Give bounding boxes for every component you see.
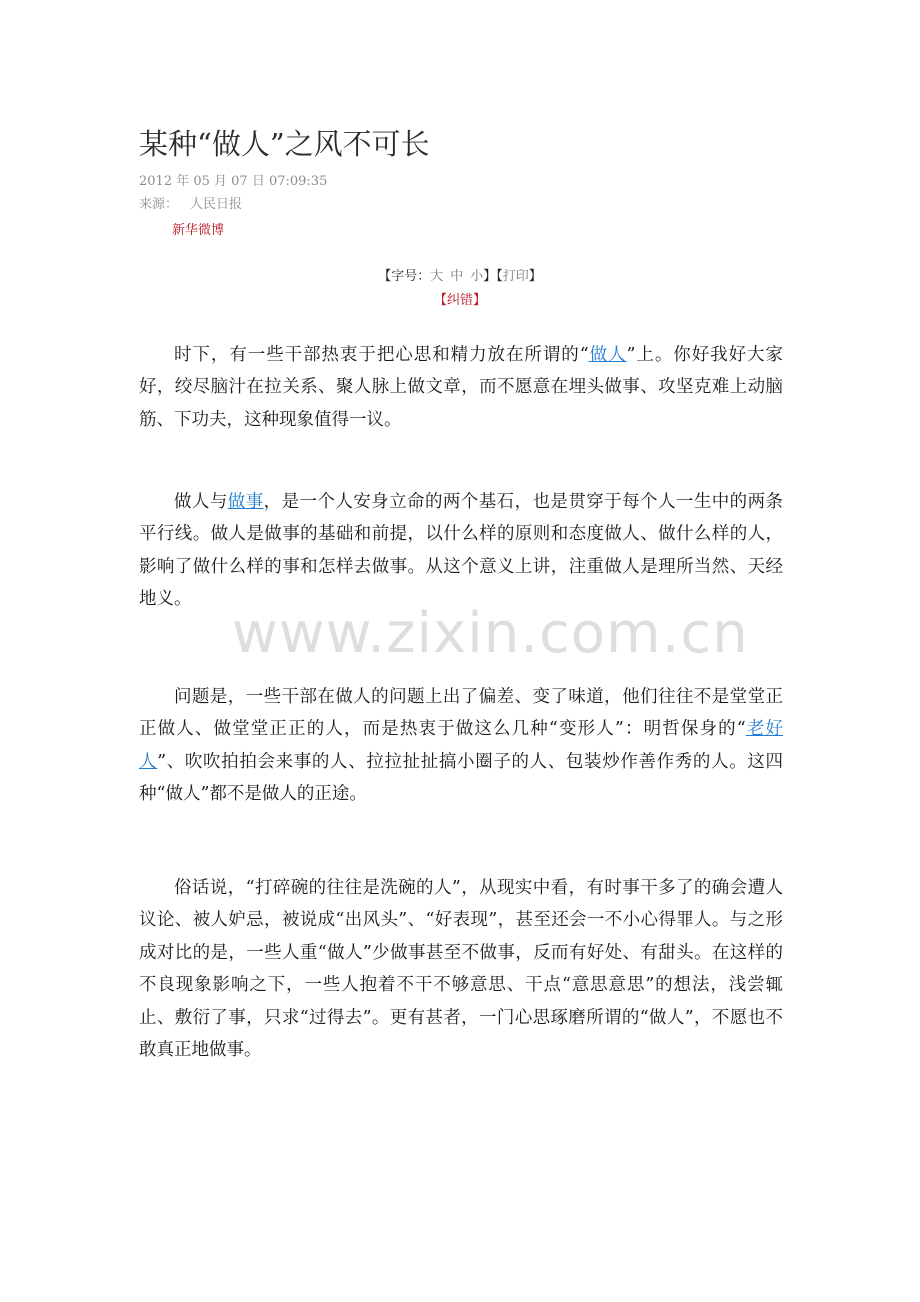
paragraph-3: [139, 681, 783, 811]
keyword-link-zuoshi[interactable]: 做事: [227, 492, 264, 512]
paragraph-1: [139, 339, 783, 436]
keyword-link-laohaoren[interactable]: 老好人: [139, 719, 784, 772]
bracket-close: 】: [528, 269, 542, 284]
source-label: 来源：: [139, 197, 179, 212]
paragraph-4: 俗话说，“打碎碗的往往是洗碗的人”，从现实中看，有时事干多了的确会遭人议论、被人妒忌，被说成“出风头”、“好表现”，甚至还会一不小心得罪人。与之形成对比的是，一些人重“做人”少做事甚至不做事，反而有好处、有甜头。在这样的不良现象影响之下，一些人抱着不干不够意思、干点“意思意思”的想法，浅尝辄止、敷衍了事，只求“过得去”。更有甚者，一门心思琢磨所谓的“做人”，不愿也不敢真正地做事。: [139, 878, 783, 1061]
font-size-toolbar: [0, 268, 920, 286]
paragraph-2-text-a: 做人与: [174, 492, 228, 512]
error-report-toolbar: [0, 292, 920, 310]
source-line: [139, 196, 242, 214]
paragraph-1-text-a: 时下，有一些干部热衷于把心思和精力放在所谓的“: [174, 345, 589, 365]
font-small-button[interactable]: 小: [470, 269, 484, 284]
xinhua-weibo-link[interactable]: 新华微博: [172, 223, 225, 238]
keyword-link-zuoren[interactable]: 做人: [588, 345, 627, 365]
bracket-separator: 】【: [483, 269, 503, 284]
error-report-button[interactable]: 纠错: [446, 293, 473, 308]
fix-bracket-open: 【: [433, 293, 447, 308]
bracket-open: 【: [378, 269, 392, 284]
fix-bracket-close: 】: [473, 293, 487, 308]
paragraph-1-text-b: ”上。你好我好大家好，绞尽脑汁在拉关系、聚人脉上做文章，而不愿意在埋头做事、攻坚克难上动脑筋、下功夫，这种现象值得一议。: [139, 345, 783, 430]
paragraph-2-text-b: ，是一个人安身立命的两个基石，也是贯穿于每个人一生中的两条平行线。做人是做事的基础和前提，以什么样的原则和态度做人、做什么样的人，影响了做什么样的事和怎样去做事。从这个意义上讲，注重做人是理所当然、天经地义。: [139, 492, 784, 610]
publish-date: 2012 年 05 月 07 日 07:09:35: [139, 174, 328, 189]
font-size-label: 字号：: [391, 269, 431, 284]
paragraph-3-text-b: ”、吹吹拍拍会来事的人、拉拉扯扯搞小圈子的人、包装炒作善作秀的人。这四种“做人”都不是做人的正途。: [139, 751, 784, 805]
paragraph-3-text-a: 问题是，一些干部在做人的问题上出了偏差、变了味道，他们往往不是堂堂正正做人、做堂堂正正的人，而是热衷于做这么几种“变形人”：明哲保身的“: [139, 687, 783, 740]
site-watermark: www.zixin.com.cn: [232, 601, 749, 666]
print-button[interactable]: 打印: [502, 269, 529, 284]
article-title: 某种“做人”之风不可长: [139, 127, 430, 161]
paragraph-2: [139, 486, 783, 616]
source-name: 人民日报: [190, 197, 243, 212]
font-large-button[interactable]: 大: [430, 269, 444, 284]
font-medium-button[interactable]: 中: [450, 269, 464, 284]
